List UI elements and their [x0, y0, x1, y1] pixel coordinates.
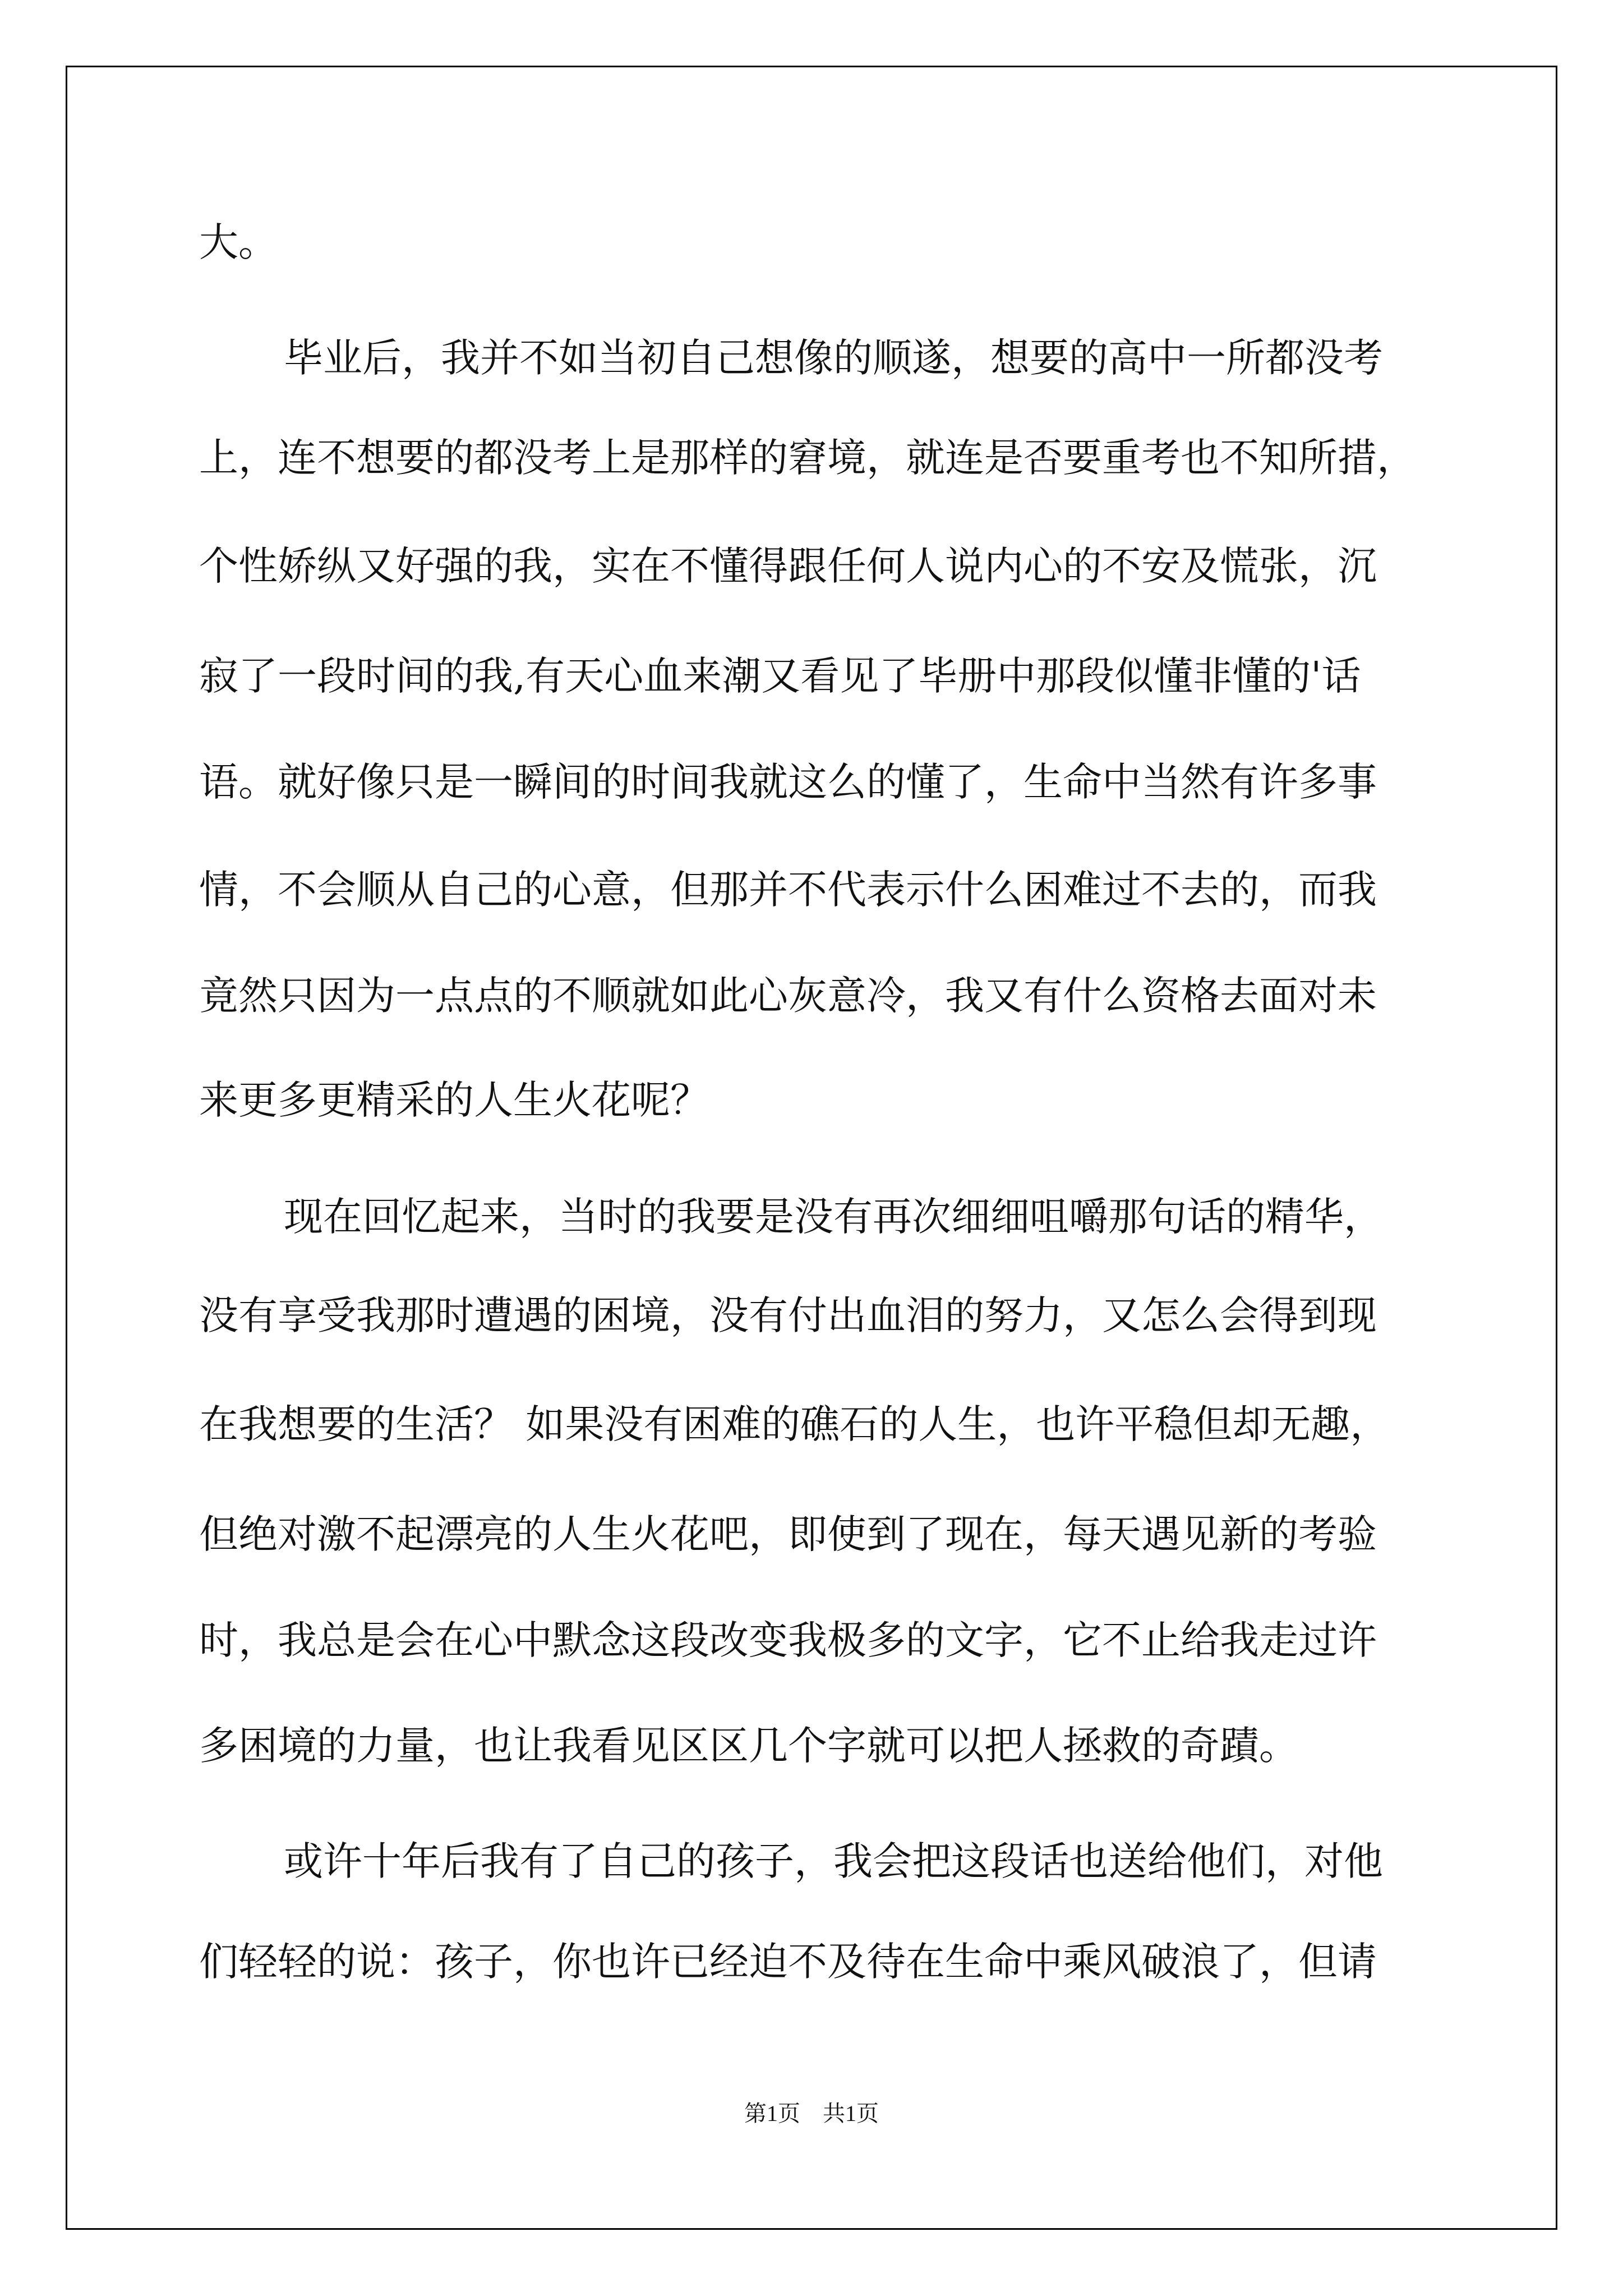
paragraph-2-start: 毕业后，我并不如当初自己想像的顺遂，想要的高中一所都没考 [284, 335, 1383, 381]
paragraph-3-start: 现在回忆起来，当时的我要是没有再次细细咀嚼那句话的精华， [284, 1194, 1383, 1240]
text-line-6: 语。就好像只是一瞬间的时间我就这么的懂了，生命中当然有许多事 [199, 759, 1377, 805]
text-line-3: 上，连不想要的都没考上是那样的窘境，就连是否要重考也不知所措， [199, 435, 1416, 481]
text-line-8: 竟然只因为一点点的不顺就如此心灰意冷，我又有什么资格去面对未 [199, 973, 1377, 1019]
text-line-12: 在我想要的生活？ 如果没有困难的礁石的人生，也许平稳但却无趣， [199, 1401, 1390, 1447]
text-line-4: 个性娇纵又好强的我，实在不懂得跟任何人说内心的不安及慌张，沉 [199, 543, 1377, 589]
text-line-9: 来更多更精采的人生火花呢？ [199, 1077, 709, 1123]
page-footer: 第1页 共1页 [744, 2101, 879, 2126]
text-line-15: 多困境的力量，也让我看见区区几个字就可以把人拯救的奇蹟。 [199, 1723, 1298, 1769]
text-line-14: 时，我总是会在心中默念这段改变我极多的文字，它不止给我走过许 [199, 1617, 1377, 1663]
text-line-11: 没有享受我那时遭遇的困境，没有付出血泪的努力，又怎么会得到现 [199, 1292, 1377, 1338]
text-line-7: 情，不会顺从自己的心意，但那并不代表示什么困难过不去的，而我 [199, 867, 1377, 913]
text-line-17: 们轻轻的说：孩子，你也许已经迫不及待在生命中乘风破浪了，但请 [199, 1939, 1377, 1985]
page-border [66, 66, 1557, 2230]
text-line-5: 寂了一段时间的我,有天心血来潮又看见了毕册中那段似懂非懂的'话 [199, 653, 1361, 699]
text-line-1: 大。 [199, 219, 278, 265]
paragraph-4-start: 或许十年后我有了自己的孩子，我会把这段话也送给他们，对他 [284, 1838, 1383, 1884]
text-line-13: 但绝对激不起漂亮的人生火花吧，即使到了现在，每天遇见新的考验 [199, 1511, 1377, 1557]
